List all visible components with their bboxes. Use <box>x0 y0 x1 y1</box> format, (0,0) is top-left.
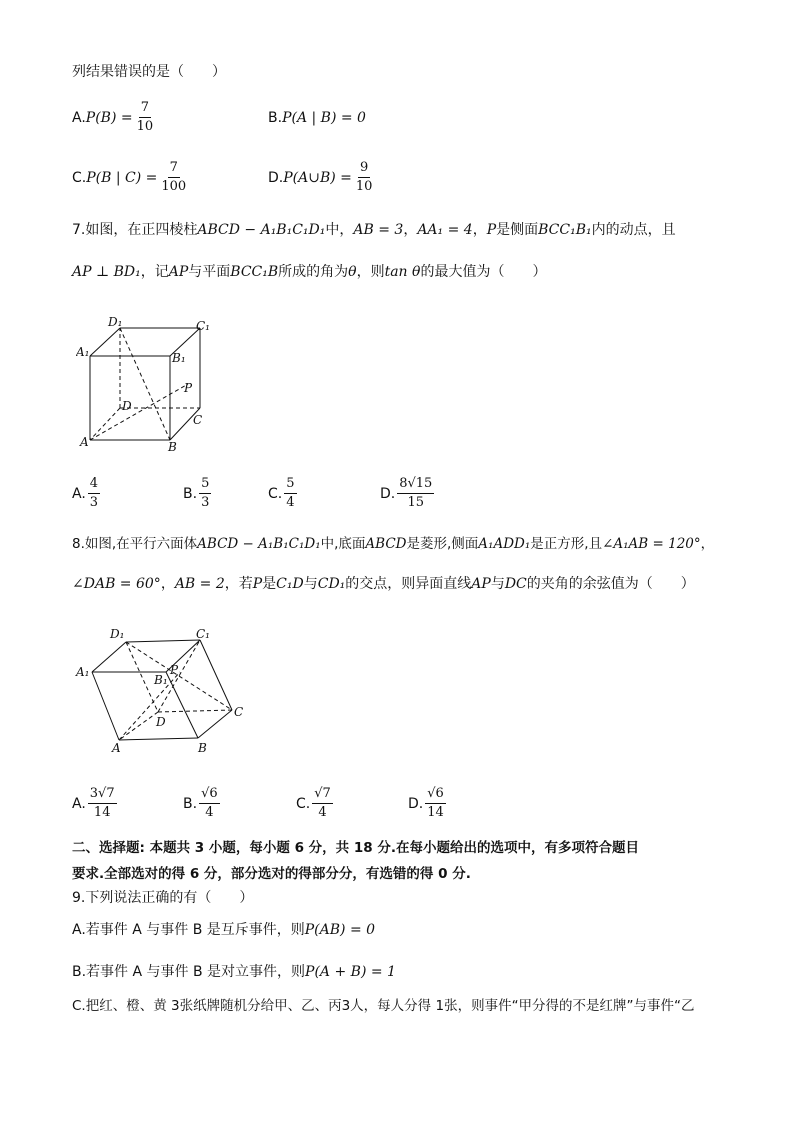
label-p: P <box>184 381 193 395</box>
option-label: A. <box>72 795 86 812</box>
math-p: P <box>486 222 497 238</box>
option-label: B. <box>268 110 283 126</box>
option-lhs: P(B) = <box>85 109 133 126</box>
section2-header-line1: 二、选择题: 本题共 3 小题，每小题 6 分，共 18 分.在每小题给出的选项中，有多项符合题目 <box>72 840 639 856</box>
numerator: 5 <box>284 476 296 494</box>
text: 中， <box>325 222 354 238</box>
q9-option-b[interactable] <box>72 962 396 982</box>
math-aa1: AA₁ = 4 <box>417 222 473 238</box>
option-label: C. <box>268 485 283 502</box>
text: ，则 <box>356 264 385 280</box>
math-theta: θ <box>348 264 357 280</box>
option-label: C. <box>72 169 87 186</box>
numerator: √6 <box>425 786 446 804</box>
label-c1: C₁ <box>196 319 210 333</box>
fraction <box>159 160 188 195</box>
denominator: 3 <box>89 495 99 510</box>
q7-option-d[interactable] <box>380 476 436 511</box>
math-base: ABCD <box>365 536 407 552</box>
numerator: 7 <box>139 100 151 118</box>
q7-prism-figure <box>76 312 226 452</box>
math-side: A₁ADD₁ <box>478 536 531 552</box>
numerator: 8√15 <box>397 476 434 494</box>
denominator: 3 <box>201 495 210 510</box>
label-c: C <box>193 413 203 427</box>
q8-option-d[interactable] <box>408 786 448 821</box>
q7-option-a[interactable] <box>72 476 102 511</box>
math-plane: BCC₁B <box>230 264 279 280</box>
option-expr: P(A + B) = 1 <box>305 964 396 980</box>
math-ab: AB = 2 <box>174 576 225 592</box>
fraction <box>88 786 117 821</box>
option-label: C. <box>296 795 311 812</box>
label-d: D <box>122 399 132 413</box>
label-c: C <box>234 705 244 719</box>
text: 是正方形,且 <box>530 536 603 552</box>
q6-stem-tail: 列结果错误的是（ ） <box>72 64 226 80</box>
option-label: D. <box>408 795 424 812</box>
math-face: BCC₁B₁ <box>538 222 592 238</box>
label-p: P <box>170 663 179 677</box>
fraction <box>397 476 434 511</box>
text: ， <box>160 576 175 592</box>
denominator: 15 <box>407 495 425 510</box>
q7-option-b[interactable] <box>183 476 213 511</box>
math-perp: AP ⊥ BD₁ <box>72 264 141 280</box>
text: 7.如图，在正四棱柱 <box>72 222 198 238</box>
option-lhs: P(A∪B) = <box>283 169 352 186</box>
q8-parallelepiped-figure <box>74 622 254 758</box>
math-solid: ABCD − A₁B₁C₁D₁ <box>197 536 321 552</box>
label-d: D <box>156 715 166 729</box>
text: 的夹角的余弦值为（ ） <box>526 576 695 592</box>
text: 与 <box>490 576 505 592</box>
text: ，记 <box>140 264 169 280</box>
numerator: √7 <box>312 786 333 804</box>
math-angle1: ∠A₁AB = 120° <box>602 536 701 552</box>
denominator: 10 <box>355 179 373 194</box>
text: 与 <box>303 576 318 592</box>
q8-option-b[interactable] <box>183 786 222 821</box>
text: ， <box>700 536 715 552</box>
fraction <box>354 160 375 195</box>
text: 所成的角为 <box>278 264 349 280</box>
label-c1: C₁ <box>196 627 210 641</box>
text: ， <box>403 222 418 238</box>
text: 是 <box>262 576 277 592</box>
option-lhs: P(B | C) = <box>86 169 158 186</box>
math-p: P <box>252 576 263 592</box>
section2-header-line2: 要求.全部选对的得 6 分，部分选对的得部分分，有选错的得 0 分. <box>72 866 471 882</box>
denominator: 4 <box>205 805 214 820</box>
option-label: A. <box>72 109 86 126</box>
q8-option-a[interactable] <box>72 786 119 821</box>
numerator: √6 <box>199 786 220 804</box>
label-b: B <box>198 741 207 755</box>
text: ， <box>472 222 487 238</box>
label-b1: B₁ <box>172 351 186 365</box>
option-label: B. <box>183 485 198 502</box>
text: 是菱形,侧面 <box>406 536 479 552</box>
q6-option-d[interactable] <box>268 160 376 195</box>
fraction <box>135 100 156 135</box>
q9-stem: 9.下列说法正确的有（ ） <box>72 890 254 906</box>
denominator: 10 <box>136 119 154 134</box>
fraction <box>199 786 220 821</box>
math-dc: DC <box>504 576 527 592</box>
math-ab: AB = 3 <box>353 222 404 238</box>
text: 8.如图,在平行六面体 <box>72 536 198 552</box>
q7-stem-line1 <box>72 220 676 240</box>
label-a1: A₁ <box>76 665 90 679</box>
denominator: 100 <box>161 179 187 194</box>
q7-option-c[interactable] <box>268 476 299 511</box>
text: ，若 <box>224 576 253 592</box>
numerator: 7 <box>168 160 180 178</box>
label-d1: D₁ <box>108 315 123 329</box>
q9-option-a[interactable] <box>72 920 375 940</box>
option-text: B.若事件 A 与事件 B 是对立事件，则 <box>72 964 306 980</box>
math-tan: tan θ <box>384 264 421 280</box>
text: 的最大值为（ ） <box>420 264 547 280</box>
math-c1d: C₁D <box>276 576 304 592</box>
q6-option-c[interactable] <box>72 160 190 195</box>
label-b: B <box>168 440 177 452</box>
denominator: 14 <box>427 805 444 820</box>
fraction <box>312 786 333 821</box>
fraction <box>284 476 296 511</box>
fraction <box>425 786 446 821</box>
math-ap: AP <box>471 576 491 592</box>
q7-stem-line2 <box>72 262 546 282</box>
numerator: 4 <box>88 476 100 494</box>
option-label: A. <box>72 485 86 502</box>
label-a: A <box>80 435 89 449</box>
q8-stem-line2 <box>72 574 695 594</box>
text: 与平面 <box>188 264 231 280</box>
math-angle2: ∠DAB = 60° <box>72 576 161 592</box>
q8-stem-line1 <box>72 534 714 554</box>
option-expr: P(AB) = 0 <box>304 922 376 938</box>
fraction <box>199 476 211 511</box>
text: 中,底面 <box>320 536 366 552</box>
numerator: 5 <box>199 476 211 494</box>
fraction <box>88 476 100 511</box>
q9-option-c[interactable]: C.把红、橙、黄 3张纸牌随机分给甲、乙、丙3人，每人分得 1张，则事件“甲分得的不是红牌”与事件“乙 <box>72 998 695 1014</box>
math-cd1: CD₁ <box>317 576 346 592</box>
text: 是侧面 <box>496 222 539 238</box>
math-ap: AP <box>168 264 189 280</box>
q6-option-b[interactable] <box>268 108 366 128</box>
q8-option-c[interactable] <box>296 786 335 821</box>
denominator: 4 <box>286 495 295 510</box>
label-a1: A₁ <box>76 345 90 359</box>
denominator: 4 <box>318 805 327 820</box>
math-prism: ABCD − A₁B₁C₁D₁ <box>197 222 326 238</box>
text: 的交点，则异面直线 <box>345 576 472 592</box>
denominator: 14 <box>93 805 111 820</box>
option-label: D. <box>380 485 396 502</box>
option-text: A.若事件 A 与事件 B 是互斥事件，则 <box>72 922 305 938</box>
numerator: 3√7 <box>88 786 117 804</box>
numerator: 9 <box>358 160 370 178</box>
q6-option-a[interactable] <box>72 100 157 135</box>
label-d1: D₁ <box>110 627 125 641</box>
option-label: B. <box>183 795 198 812</box>
option-expr: P(A | B) = 0 <box>282 110 366 126</box>
text: 内的动点，且 <box>591 222 676 238</box>
label-b1: B₁ <box>154 673 168 687</box>
label-a: A <box>112 741 121 755</box>
option-label: D. <box>268 169 284 186</box>
